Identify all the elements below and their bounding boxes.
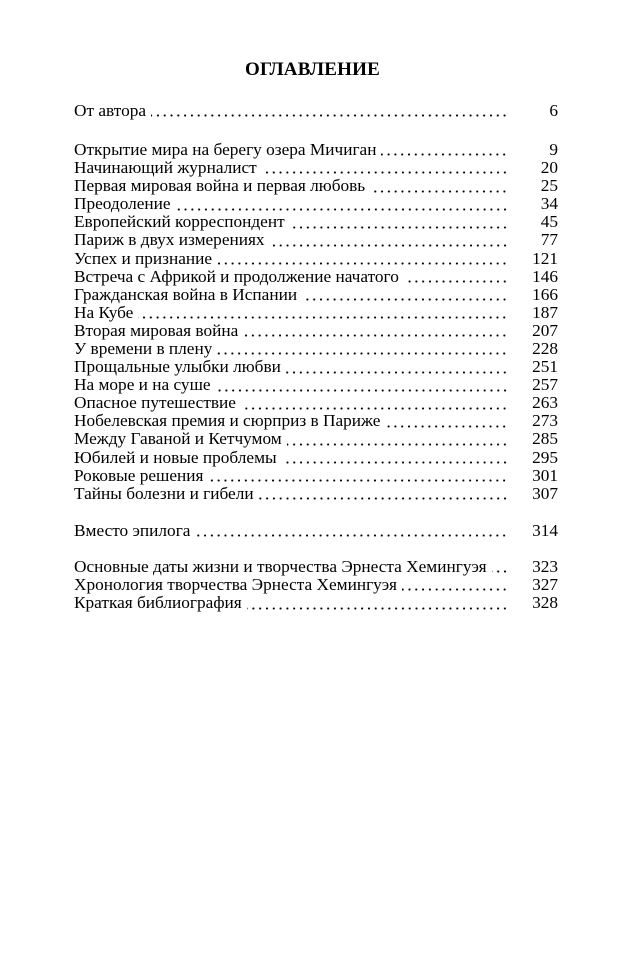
dot-leader (259, 485, 508, 503)
toc-entry (74, 376, 558, 394)
table-of-contents (74, 102, 558, 612)
toc-entry-page: 45 (540, 212, 558, 232)
toc-group-preface (74, 102, 558, 120)
toc-entry-title: Между Гаваной и Кетчумом (74, 430, 282, 449)
toc-entry-page: 295 (532, 447, 558, 467)
toc-entry (74, 412, 558, 430)
dot-leader (243, 322, 508, 340)
toc-entry-page: 77 (540, 230, 558, 250)
toc-entry (74, 250, 558, 268)
dot-leader (151, 102, 508, 120)
toc-entry (74, 522, 558, 540)
toc-entry-title: Начинающий журналист (74, 159, 257, 178)
toc-entry (74, 231, 558, 249)
toc-group-chapters (74, 141, 558, 503)
toc-entry (74, 195, 558, 213)
dot-leader (216, 376, 508, 394)
toc-entry (74, 268, 558, 286)
toc-entry (74, 141, 558, 159)
toc-entry (74, 394, 558, 412)
toc-entry (74, 213, 558, 231)
dot-leader (370, 177, 508, 195)
toc-entry (74, 286, 558, 304)
dot-leader (282, 449, 508, 467)
toc-entry-title: Краткая библиография (74, 594, 242, 613)
dot-leader (262, 159, 508, 177)
toc-entry-page: 314 (532, 520, 558, 540)
dot-leader (247, 594, 508, 612)
dot-leader (217, 340, 508, 358)
dot-leader (402, 576, 508, 594)
dot-leader (176, 195, 508, 213)
toc-entry (74, 467, 558, 485)
dot-leader (208, 467, 508, 485)
toc-entry (74, 304, 558, 322)
toc-entry (74, 485, 558, 503)
dot-leader (195, 522, 508, 540)
dot-leader (404, 268, 508, 286)
toc-entry-title: Преодоление (74, 195, 171, 214)
toc-entry-title: На Кубе (74, 303, 134, 322)
toc-entry-page: 327 (532, 575, 558, 595)
toc-entry-page: 263 (532, 393, 558, 413)
toc-entry-title: Вторая мировая война (74, 321, 239, 340)
toc-entry-page: 34 (540, 194, 558, 214)
toc-group-epilogue (74, 522, 558, 540)
toc-entry-title: Роковые решения (74, 466, 204, 485)
toc-entry-page: 273 (532, 411, 558, 431)
toc-entry-title: От автора (74, 102, 147, 120)
toc-entry (74, 558, 558, 576)
toc-entry-title: Тайны болезни и гибели (74, 484, 254, 503)
toc-entry-page: 166 (532, 284, 558, 304)
toc-entry (74, 594, 558, 612)
toc-entry-page: 121 (532, 248, 558, 268)
toc-entry-title: У времени в плену (74, 340, 213, 359)
toc-entry (74, 358, 558, 376)
dot-leader (217, 250, 508, 268)
dot-leader (385, 412, 508, 430)
toc-entry-page: 187 (532, 302, 558, 322)
toc-entry-title: Прощальные улыбки любви (74, 358, 281, 377)
toc-entry-title: Основные даты жизни и творчества Эрнеста Хемингуэя (74, 557, 487, 576)
toc-entry-title: Первая мировая война и первая любовь (74, 177, 366, 196)
toc-entry-title: Париж в двух измерениях (74, 231, 265, 250)
toc-entry-page: 228 (532, 339, 558, 359)
toc-entry-title: Европейский корреспондент (74, 213, 285, 232)
toc-entry (74, 340, 558, 358)
dot-leader (270, 231, 508, 249)
toc-entry (74, 177, 558, 195)
toc-entry-page: 9 (549, 139, 558, 159)
page-title: ОГЛАВЛЕНИЕ (245, 59, 380, 80)
toc-entry-page: 307 (532, 483, 558, 503)
toc-entry-title: Вместо эпилога (74, 521, 191, 540)
toc-entry-page: 146 (532, 266, 558, 286)
toc-entry (74, 322, 558, 340)
toc-entry-page: 323 (532, 556, 558, 576)
toc-entry-title: Нобелевская премия и сюрприз в Париже (74, 412, 381, 431)
toc-entry-title: На море и на суше (74, 376, 211, 395)
toc-group-appendix (74, 558, 558, 612)
toc-entry-page: 301 (532, 465, 558, 485)
toc-entry-page: 285 (532, 429, 558, 449)
toc-entry (74, 102, 558, 120)
toc-entry-page: 6 (549, 101, 558, 120)
toc-entry-title: Опасное путешествие (74, 394, 236, 413)
toc-entry (74, 430, 558, 448)
dot-leader (241, 394, 508, 412)
toc-entry-page: 328 (532, 593, 558, 613)
toc-entry-title: Встреча с Африкой и продолжение начатого (74, 267, 399, 286)
dot-leader (138, 304, 508, 322)
dot-leader (287, 430, 508, 448)
toc-entry-page: 20 (540, 158, 558, 178)
toc-entry-page: 251 (532, 357, 558, 377)
toc-entry-page: 207 (532, 320, 558, 340)
toc-entry (74, 449, 558, 467)
dot-leader (290, 213, 508, 231)
dot-leader (302, 286, 508, 304)
dot-leader (381, 141, 508, 159)
toc-entry-page: 25 (540, 176, 558, 196)
toc-entry (74, 159, 558, 177)
dot-leader (492, 558, 508, 576)
toc-entry-title: Успех и признание (74, 249, 213, 268)
toc-entry-page: 257 (532, 375, 558, 395)
toc-entry-title: Открытие мира на берегу озера Мичиган (74, 140, 377, 159)
toc-entry-title: Хронология творчества Эрнеста Хемингуэя (74, 576, 397, 595)
toc-entry-title: Гражданская война в Испании (74, 285, 298, 304)
toc-entry (74, 576, 558, 594)
toc-entry-title: Юбилей и новые проблемы (74, 448, 277, 467)
dot-leader (286, 358, 508, 376)
